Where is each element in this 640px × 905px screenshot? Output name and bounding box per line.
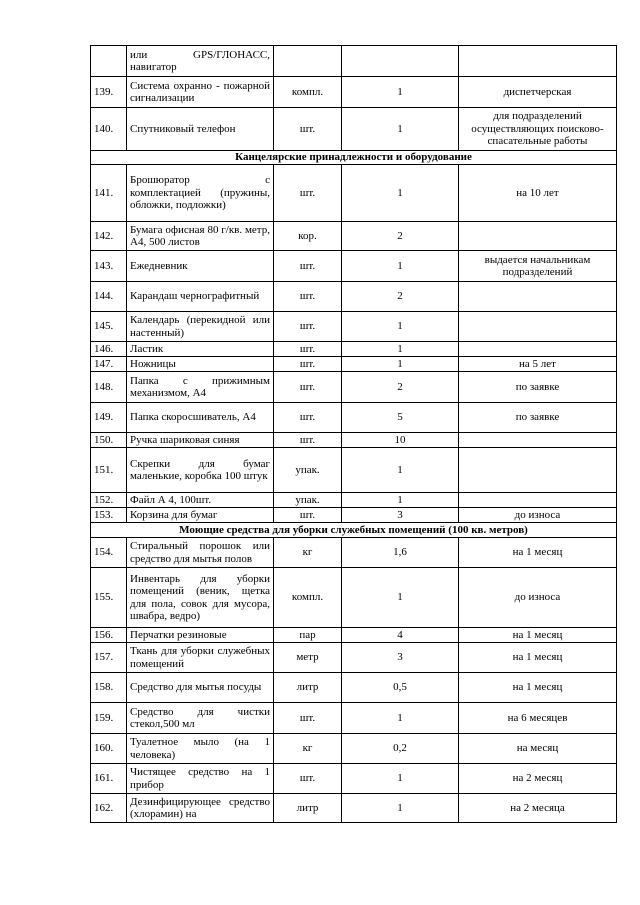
unit-of-measure [274,46,342,77]
quantity [342,46,459,77]
quantity: 1 [342,251,459,282]
quantity: 1 [342,448,459,493]
norms-table [90,45,617,823]
row-number [91,46,127,77]
unit-of-measure: шт. [274,508,342,523]
item-name: Скрепки для бумаг маленькие, коробка 100 штук [127,448,274,493]
unit-of-measure: литр [274,673,342,703]
note: на 1 месяц [459,643,617,673]
unit-of-measure: метр [274,643,342,673]
table-row [91,222,617,251]
unit-of-measure: шт. [274,357,342,372]
item-name: Перчатки резиновые [127,628,274,643]
unit-of-measure: шт. [274,764,342,794]
quantity: 10 [342,433,459,448]
row-number: 144. [91,282,127,312]
table-row [91,251,617,282]
table-row [91,764,617,794]
item-name: Дезинфицирующее средство (хлорамин) на [127,794,274,823]
note: до износа [459,508,617,523]
quantity: 1 [342,77,459,108]
table-row [91,493,617,508]
note [459,342,617,357]
table-row [91,703,617,734]
unit-of-measure: кг [274,538,342,568]
quantity: 1 [342,342,459,357]
unit-of-measure: шт. [274,165,342,222]
table-row [91,403,617,433]
note: на 5 лет [459,357,617,372]
item-name: Чистящее средство на 1 прибор [127,764,274,794]
unit-of-measure: шт. [274,403,342,433]
item-name: Корзина для бумаг [127,508,274,523]
note: на 2 месяца [459,794,617,823]
item-name: Средство для мытья посуды [127,673,274,703]
item-name: Система охранно - пожарной сигнализации [127,77,274,108]
table-row [91,628,617,643]
note: на 1 месяц [459,538,617,568]
unit-of-measure: компл. [274,568,342,628]
item-name: Календарь (перекидной или настенный) [127,312,274,342]
table-row [91,282,617,312]
row-number: 148. [91,372,127,403]
quantity: 2 [342,372,459,403]
row-number: 158. [91,673,127,703]
item-name: Туалетное мыло (на 1 человека) [127,734,274,764]
row-number: 139. [91,77,127,108]
table-row [91,673,617,703]
unit-of-measure: кор. [274,222,342,251]
unit-of-measure: шт. [274,282,342,312]
item-name: Ручка шариковая синяя [127,433,274,448]
row-number: 161. [91,764,127,794]
note [459,312,617,342]
table-row [91,794,617,823]
note: на 1 месяц [459,673,617,703]
item-name: Файл А 4, 100шт. [127,493,274,508]
quantity: 1 [342,764,459,794]
note: на 2 месяц [459,764,617,794]
table-row [91,734,617,764]
note [459,46,617,77]
quantity: 5 [342,403,459,433]
note: по заявке [459,372,617,403]
section-title: Канцелярские принадлежности и оборудование [91,151,617,165]
note: до износа [459,568,617,628]
section-title: Моющие средства для уборки служебных помещений (100 кв. метров) [91,523,617,538]
unit-of-measure: шт. [274,372,342,403]
table-row [91,77,617,108]
table-row [91,448,617,493]
item-name: Брошюратор с комплектацией (пружины, обложки, подложки) [127,165,274,222]
row-number: 156. [91,628,127,643]
item-name: или GPS/ГЛОНАСС, навигатор [127,46,274,77]
row-number: 149. [91,403,127,433]
row-number: 152. [91,493,127,508]
unit-of-measure: упак. [274,448,342,493]
row-number: 160. [91,734,127,764]
quantity: 2 [342,282,459,312]
unit-of-measure: шт. [274,433,342,448]
item-name: Папка с прижимным механизмом, А4 [127,372,274,403]
table-row [91,372,617,403]
item-name: Ножницы [127,357,274,372]
row-number: 150. [91,433,127,448]
row-number: 140. [91,108,127,151]
quantity: 1,6 [342,538,459,568]
row-number: 143. [91,251,127,282]
note: диспетчерская [459,77,617,108]
quantity: 3 [342,508,459,523]
quantity: 1 [342,568,459,628]
note: на 10 лет [459,165,617,222]
note: выдается начальникам подразделений [459,251,617,282]
table-row [91,46,617,77]
table-body [91,46,617,823]
table-row [91,508,617,523]
item-name: Бумага офисная 80 г/кв. метр, А4, 500 листов [127,222,274,251]
item-name: Ежедневник [127,251,274,282]
note [459,282,617,312]
row-number: 147. [91,357,127,372]
table-row [91,108,617,151]
unit-of-measure: шт. [274,108,342,151]
note: на месяц [459,734,617,764]
note: для подразделений осуществляющих поисково-спасательные работы [459,108,617,151]
item-name: Ластик [127,342,274,357]
row-number: 151. [91,448,127,493]
quantity: 1 [342,493,459,508]
table-row [91,433,617,448]
unit-of-measure: шт. [274,703,342,734]
quantity: 1 [342,703,459,734]
row-number: 159. [91,703,127,734]
row-number: 162. [91,794,127,823]
quantity: 1 [342,165,459,222]
row-number: 145. [91,312,127,342]
row-number: 141. [91,165,127,222]
item-name: Средство для чистки стекол,500 мл [127,703,274,734]
row-number: 157. [91,643,127,673]
table-row [91,643,617,673]
quantity: 1 [342,312,459,342]
section-header-row [91,523,617,538]
unit-of-measure: шт. [274,342,342,357]
row-number: 146. [91,342,127,357]
unit-of-measure: кг [274,734,342,764]
quantity: 1 [342,794,459,823]
table-row [91,165,617,222]
item-name: Инвентарь для уборки помещений (веник, щетка для пола, совок для мусора, швабра, ведро) [127,568,274,628]
note [459,448,617,493]
item-name: Ткань для уборки служебных помещений [127,643,274,673]
quantity: 1 [342,108,459,151]
unit-of-measure: упак. [274,493,342,508]
row-number: 142. [91,222,127,251]
item-name: Спутниковый телефон [127,108,274,151]
table-row [91,538,617,568]
note [459,493,617,508]
table-row [91,342,617,357]
unit-of-measure: литр [274,794,342,823]
quantity: 0,2 [342,734,459,764]
unit-of-measure: шт. [274,251,342,282]
row-number: 154. [91,538,127,568]
quantity: 4 [342,628,459,643]
quantity: 0,5 [342,673,459,703]
note: на 1 месяц [459,628,617,643]
item-name: Карандаш чернографитный [127,282,274,312]
quantity: 2 [342,222,459,251]
table-row [91,568,617,628]
unit-of-measure: шт. [274,312,342,342]
row-number: 155. [91,568,127,628]
note [459,222,617,251]
note [459,433,617,448]
item-name: Стиральный порошок или средство для мытья полов [127,538,274,568]
table-row [91,312,617,342]
note: на 6 месяцев [459,703,617,734]
quantity: 3 [342,643,459,673]
unit-of-measure: компл. [274,77,342,108]
item-name: Папка скоросшиватель, А4 [127,403,274,433]
table-row [91,357,617,372]
section-header-row [91,151,617,165]
row-number: 153. [91,508,127,523]
quantity: 1 [342,357,459,372]
unit-of-measure: пар [274,628,342,643]
note: по заявке [459,403,617,433]
